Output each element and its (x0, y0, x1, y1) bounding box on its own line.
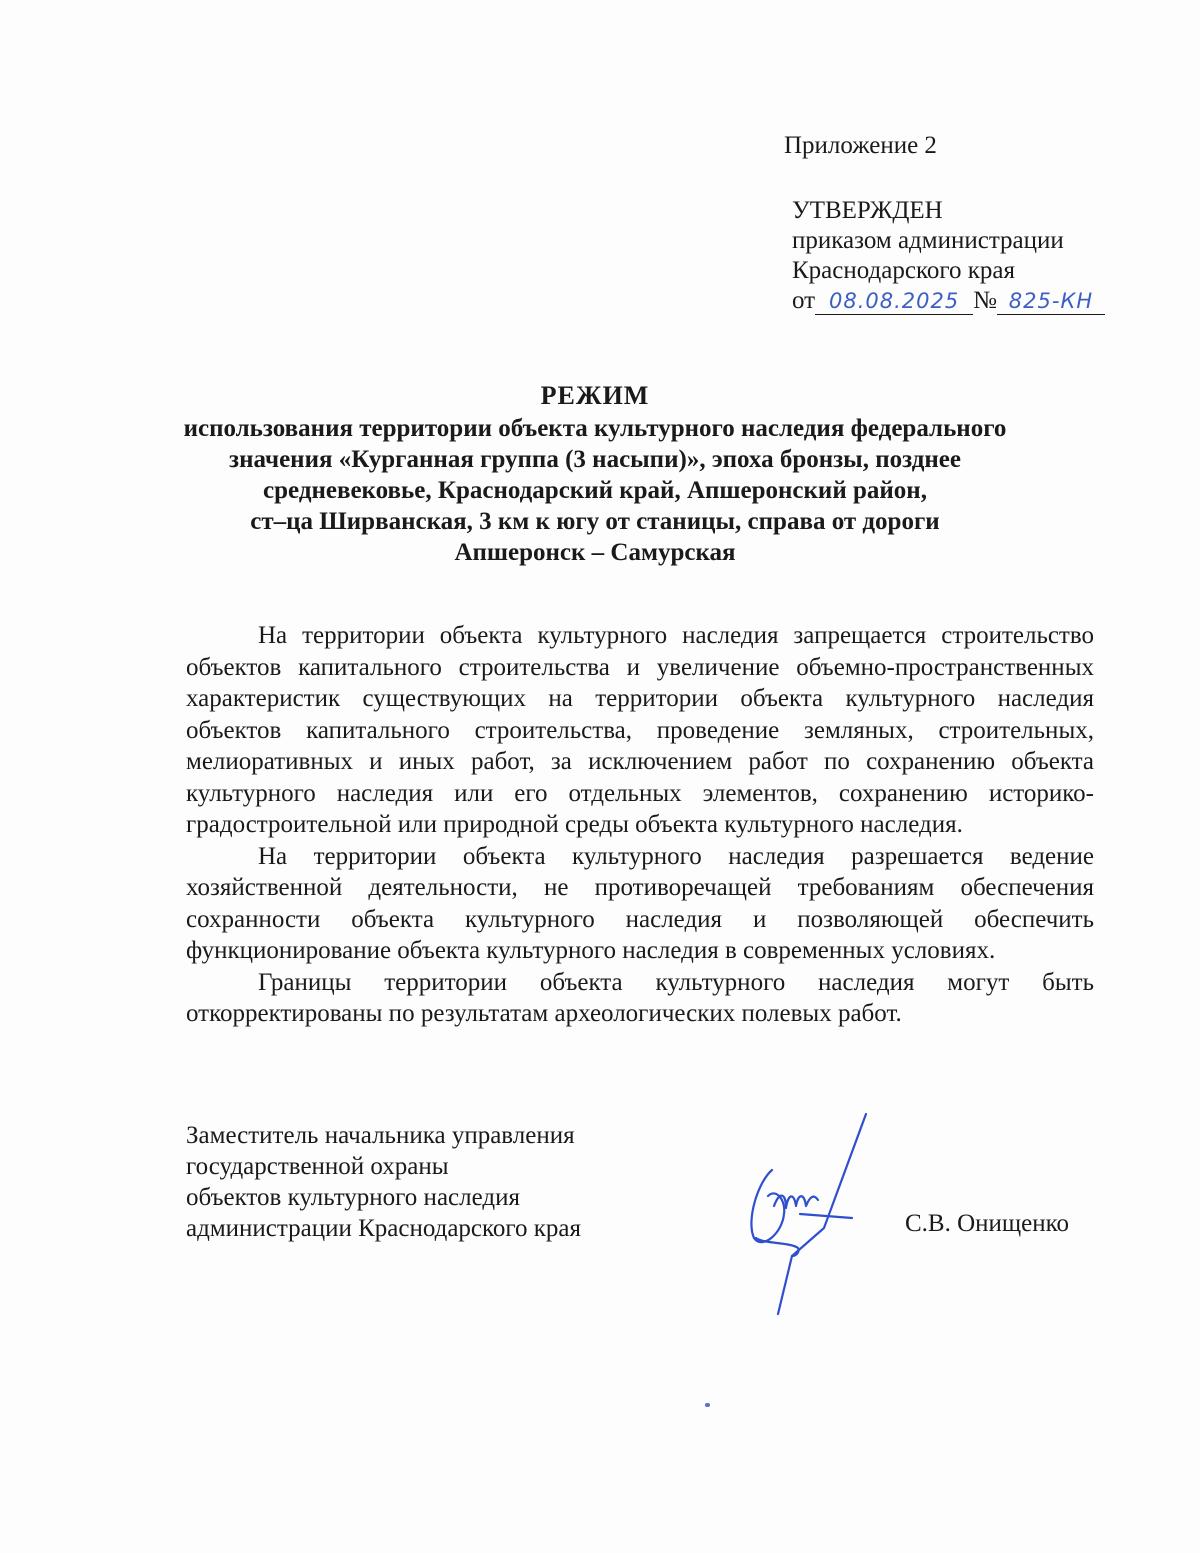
title-line: ст–ца Ширванская, 3 км к югу от станицы, справа от дороги (250, 508, 940, 535)
body-paragraph: На территории объекта культурного наследия разрешается ведение хозяйственной деятельности, не противоречащей требованиям обеспечения сохранности объекта культурного наследия и позволяющей обеспечить функционирование объекта культурного наследия в современных условиях. (186, 842, 1094, 964)
signatory-name: С.В. Онищенко (905, 1210, 1070, 1237)
position-line: объектов культурного наследия (186, 1184, 520, 1211)
body-paragraph: Границы территории объекта культурного наследия могут быть откорректированы по результатам археологических полевых работ. (186, 968, 1094, 1027)
handwritten-signature (728, 1110, 878, 1320)
title-heading: РЕЖИМ (540, 381, 650, 410)
position-line: государственной охраны (186, 1153, 449, 1180)
approval-block (792, 196, 1105, 316)
position-line: администрации Краснодарского края (186, 1215, 582, 1242)
order-date-field (815, 288, 973, 315)
title-line: Апшеронск – Самурская (454, 539, 736, 566)
title-line: значения «Курганная группа (3 насыпи)», эпоха бронзы, позднее (229, 446, 961, 473)
ink-speck (705, 1403, 710, 1407)
position-line: Заместитель начальника управления (186, 1122, 575, 1149)
title-line: использования территории объекта культурного наследия федерального (183, 415, 1007, 442)
order-date-handwritten: 08.08.2025 (828, 289, 960, 313)
approved-by-line-1: приказом администрации (792, 227, 1064, 254)
approved-heading: УТВЕРЖДЕН (792, 197, 943, 224)
order-number-field (997, 288, 1105, 315)
order-date-number-line (792, 286, 1105, 316)
appendix-label: Приложение 2 (784, 132, 937, 159)
signatory-position (186, 1120, 581, 1244)
title-line: средневековье, Краснодарский край, Апшеронский район, (263, 477, 927, 504)
document-body (186, 620, 1094, 1030)
order-number-handwritten: 825-КН (1008, 289, 1094, 313)
body-paragraph: На территории объекта культурного наследия запрещается строительство объектов капитального строительства и увеличение объемно-пространственных характеристик существующих на территории объекта культурного наследия объектов капитального строительства, проведение земляных, строительных, мелиоративных и иных работ, за исключением работ по сохранению объекта культурного наследия или его отдельных элементов, сохранению историко-градостроительной или природной среды объекта культурного наследия. (186, 622, 1094, 838)
document-title (150, 380, 1040, 568)
approved-by-line-2: Краснодарского края (792, 257, 1015, 284)
number-label: № (973, 287, 997, 314)
from-label: от (792, 287, 816, 314)
